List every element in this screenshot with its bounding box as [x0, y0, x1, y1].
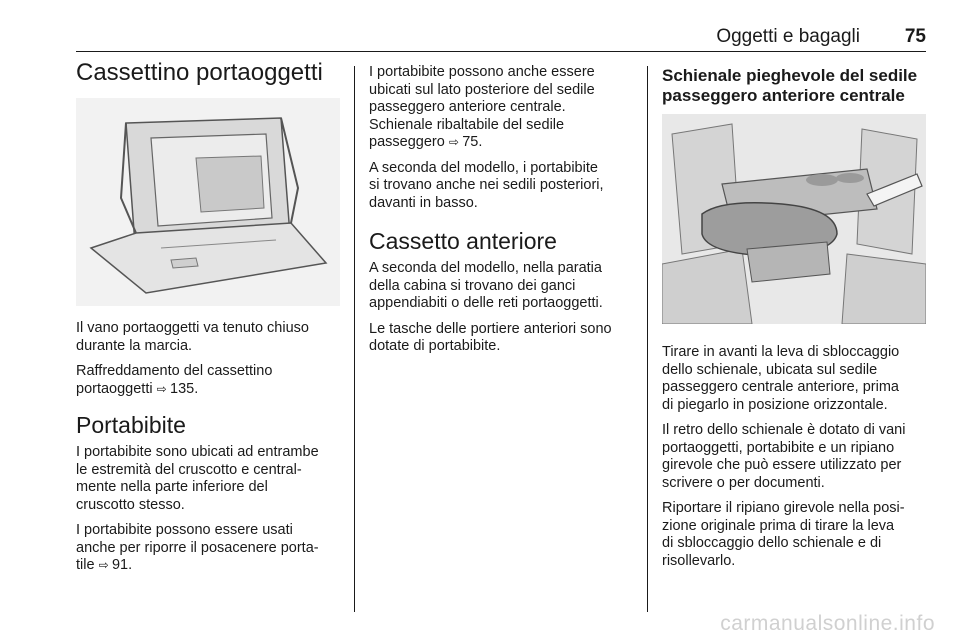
- watermark: carmanualsonline.info: [720, 612, 935, 635]
- column-divider-2: [647, 66, 648, 612]
- heading-portabibite: Portabibite: [76, 412, 186, 438]
- page-reference-arrow-icon: ⇨: [98, 558, 112, 572]
- paragraph-backrest-features: Il retro dello schienale è dotato di vani portaoggetti, portabibite e un ripiano girevole che può essere utilizzato per scrivere o per documenti.: [662, 422, 906, 491]
- paragraph-glovebox-cooling: Raffreddamento del cassettino portaoggetti ⇨ 135.: [76, 363, 273, 397]
- column-1: [76, 60, 348, 583]
- paragraph-portabibite-ashtray: I portabibite possono essere usati anche per riporre il posacenere porta- tile ⇨ 91.: [76, 522, 319, 573]
- heading-schienale-pieghevole: Schienale pieghevole del sedile passeggero anteriore centrale: [662, 66, 918, 105]
- paragraph-portabibite-rear-seats: A seconda del modello, i portabibite si trovano anche nei sedili posteriori, davanti in basso.: [369, 159, 604, 211]
- paragraph-glovebox-closed: Il vano portaoggetti va tenuto chiuso durante la marcia.: [76, 320, 309, 354]
- paragraph-portabibite-rear: I portabibite possono anche essere ubicati sul lato posteriore del sedile passeggero anteriore centrale. Schienale ribaltabile del sedile passeggero ⇨ 75.: [369, 64, 595, 150]
- column-3: [662, 66, 934, 578]
- header-rule: [76, 51, 926, 52]
- paragraph-portabibite-location: I portabibite sono ubicati ad entrambe le estremità del cruscotto e central- mente nella parte inferiore del cruscotto stesso.: [76, 444, 319, 513]
- paragraph-hooks-nets: A seconda del modello, nella paratia della cabina si trovano dei ganci appendiabiti o delle reti portaoggetti.: [369, 260, 603, 311]
- column-divider-1: [354, 66, 355, 612]
- page-reference-arrow-icon: ⇨: [156, 381, 171, 396]
- running-header-title: Oggetti e bagagli: [716, 26, 860, 47]
- paragraph-door-pockets: Le tasche delle portiere anteriori sono dotate di portabibite.: [369, 320, 612, 354]
- glovebox-illustration: [76, 98, 340, 306]
- paragraph-release-lever: Tirare in avanti la leva di sbloccaggio dello schienale, ubicata sul sedile passeggero centrale anteriore, prima di piegarlo in posizione orizzontale.: [662, 344, 900, 413]
- paragraph-return-table: Riportare il ripiano girevole nella posi- zione originale prima di tirare la leva di sbloccaggio dello schienale e di risollevarlo.: [662, 500, 905, 569]
- heading-cassetto-anteriore: Cassetto anteriore: [369, 228, 557, 254]
- folding-seat-illustration: [662, 114, 926, 324]
- column-2: [369, 64, 641, 364]
- page-reference-arrow-icon: ⇨: [448, 135, 463, 149]
- heading-cassettino-portaoggetti: Cassettino portaoggetti: [76, 59, 323, 86]
- page-number: 75: [904, 26, 926, 47]
